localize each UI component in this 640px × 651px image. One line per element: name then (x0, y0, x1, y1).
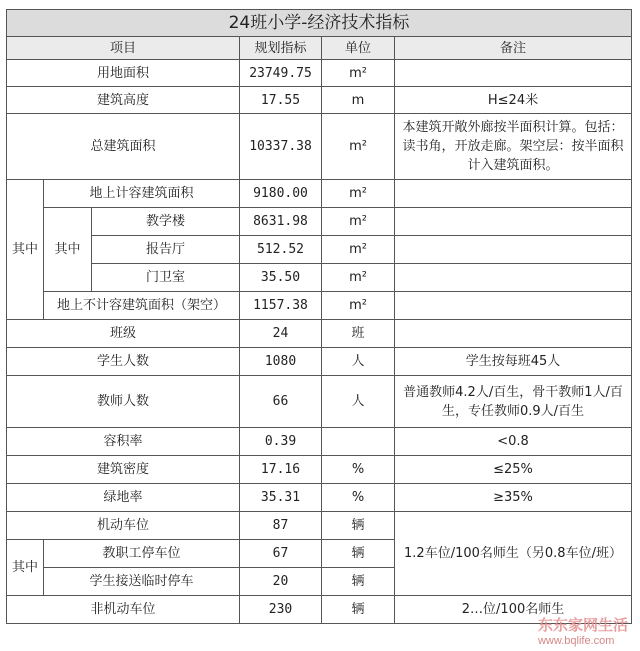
table-row (7, 180, 632, 208)
row-note (395, 60, 632, 87)
row-unit: % (322, 456, 395, 484)
table-row (7, 60, 632, 87)
row-label: 门卫室 (92, 264, 240, 292)
row-note (395, 292, 632, 320)
row-note: H≤24米 (395, 87, 632, 114)
table-row (7, 264, 632, 292)
row-unit: m² (322, 264, 395, 292)
row-note: 2…位/100名师生 (395, 596, 632, 624)
row-value: 0.39 (240, 428, 322, 456)
tech-indicator-table (6, 9, 632, 624)
row-value: 23749.75 (240, 60, 322, 87)
table-row (7, 428, 632, 456)
header-item: 项目 (7, 37, 240, 60)
row-note: 本建筑开敞外廊按半面积计算。包括：读书角，开放走廊。架空层：按半面积计入建筑面积。 (395, 114, 632, 180)
table-row (7, 208, 632, 236)
row-unit: 辆 (322, 540, 395, 568)
table-row (7, 320, 632, 348)
row-note (395, 180, 632, 208)
row-label: 教职工停车位 (44, 540, 240, 568)
row-label: 机动车位 (7, 512, 240, 540)
row-unit: m² (322, 292, 395, 320)
subgroup-label: 其中 (44, 208, 92, 292)
row-label: 班级 (7, 320, 240, 348)
row-note (395, 264, 632, 292)
row-label: 地上计容建筑面积 (44, 180, 240, 208)
row-unit: 人 (322, 348, 395, 376)
group-label: 其中 (7, 540, 44, 596)
header-row (7, 37, 632, 60)
row-unit: m² (322, 180, 395, 208)
watermark (538, 614, 628, 647)
row-value: 1080 (240, 348, 322, 376)
row-value: 512.52 (240, 236, 322, 264)
table-row (7, 376, 632, 428)
row-value: 87 (240, 512, 322, 540)
table-row (7, 456, 632, 484)
table-row (7, 512, 632, 540)
row-unit: 班 (322, 320, 395, 348)
title-row (7, 10, 632, 37)
row-unit: 人 (322, 376, 395, 428)
group-label: 其中 (7, 180, 44, 320)
row-note: 普通教师4.2人/百生，骨干教师1人/百生，专任教师0.9人/百生 (395, 376, 632, 428)
row-label: 总建筑面积 (7, 114, 240, 180)
row-value: 1157.38 (240, 292, 322, 320)
row-value: 10337.38 (240, 114, 322, 180)
row-value: 35.31 (240, 484, 322, 512)
row-label: 地上不计容建筑面积（架空） (44, 292, 240, 320)
row-unit: 辆 (322, 596, 395, 624)
row-value: 17.16 (240, 456, 322, 484)
row-label: 用地面积 (7, 60, 240, 87)
table-row (7, 348, 632, 376)
row-unit: m² (322, 114, 395, 180)
row-label: 绿地率 (7, 484, 240, 512)
table-title: 24班小学-经济技术指标 (7, 10, 632, 37)
row-unit: m² (322, 60, 395, 87)
watermark-url: www.bqlife.com (537, 635, 615, 647)
row-value: 67 (240, 540, 322, 568)
row-label: 建筑高度 (7, 87, 240, 114)
row-value: 24 (240, 320, 322, 348)
row-label: 学生人数 (7, 348, 240, 376)
parking-note: 1.2车位/100名师生（另0.8车位/班） (395, 512, 632, 596)
row-unit: 辆 (322, 512, 395, 540)
row-note (395, 236, 632, 264)
table-row (7, 484, 632, 512)
row-label: 非机动车位 (7, 596, 240, 624)
table-row (7, 236, 632, 264)
row-value: 9180.00 (240, 180, 322, 208)
row-value: 20 (240, 568, 322, 596)
row-unit: m (322, 87, 395, 114)
row-label: 教师人数 (7, 376, 240, 428)
row-note: ≤25% (395, 456, 632, 484)
row-label: 报告厅 (92, 236, 240, 264)
row-note (395, 320, 632, 348)
row-unit: % (322, 484, 395, 512)
row-unit (322, 428, 395, 456)
header-unit: 单位 (322, 37, 395, 60)
row-label: 容积率 (7, 428, 240, 456)
row-label: 学生接送临时停车 (44, 568, 240, 596)
table-row (7, 292, 632, 320)
watermark-main: 东东家网生活 (537, 617, 628, 634)
row-value: 66 (240, 376, 322, 428)
row-value: 35.50 (240, 264, 322, 292)
header-note: 备注 (395, 37, 632, 60)
row-unit: m² (322, 236, 395, 264)
row-label: 教学楼 (92, 208, 240, 236)
row-note: ≥35% (395, 484, 632, 512)
row-value: 8631.98 (240, 208, 322, 236)
row-label: 建筑密度 (7, 456, 240, 484)
row-unit: m² (322, 208, 395, 236)
row-value: 230 (240, 596, 322, 624)
row-note (395, 208, 632, 236)
row-note: 学生按每班45人 (395, 348, 632, 376)
row-value: 17.55 (240, 87, 322, 114)
table-row (7, 114, 632, 180)
table-row (7, 87, 632, 114)
header-plan: 规划指标 (240, 37, 322, 60)
row-note: <0.8 (395, 428, 632, 456)
row-unit: 辆 (322, 568, 395, 596)
